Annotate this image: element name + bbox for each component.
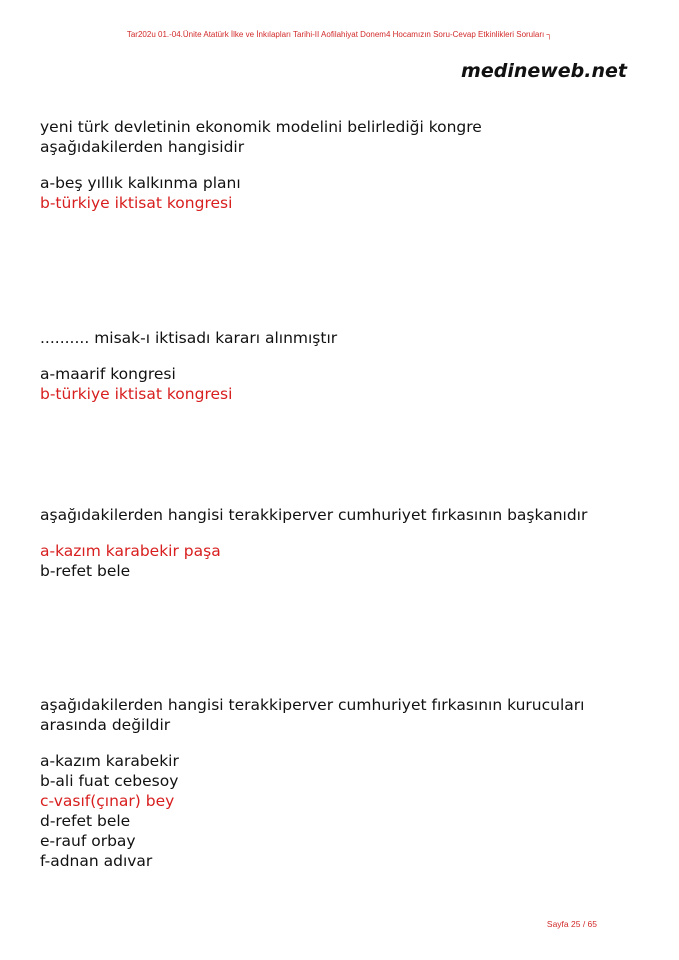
answer-option: d-refet bele bbox=[40, 812, 131, 830]
answer-option: b-ali fuat cebesoy bbox=[40, 772, 179, 790]
correct-answer-option: b-türkiye iktisat kongresi bbox=[40, 194, 233, 212]
site-watermark: medineweb.net bbox=[461, 60, 627, 82]
correct-answer-option: c-vasıf(çınar) bey bbox=[40, 792, 175, 810]
question-stem bbox=[40, 328, 640, 348]
question-block bbox=[40, 695, 640, 871]
question-stem-line: aşağıdakilerden hangisi terakkiperver cumhuriyet fırkasının başkanıdır bbox=[40, 506, 588, 524]
document-header: Tar202u 01.-04.Ünite Atatürk İlke ve İnkılapları Tarihi-II Aofilahiyat Donem4 Hocamızın Soru-Cevap Etkinlikleri Soruları ┐ bbox=[126, 30, 553, 39]
question-stem bbox=[40, 505, 640, 525]
correct-answer-option: a-kazım karabekir paşa bbox=[40, 542, 221, 560]
answer-option: a-kazım karabekir bbox=[40, 752, 179, 770]
question-stem-line: yeni türk devletinin ekonomik modelini belirlediği kongre bbox=[40, 118, 482, 136]
question-stem bbox=[40, 695, 640, 735]
page-number: Sayfa 25 / 65 bbox=[546, 919, 597, 929]
question-stem-line: .......... misak-ı iktisadı kararı alınmıştır bbox=[40, 329, 338, 347]
question-stem-line: aşağıdakilerden hangisidir bbox=[40, 138, 245, 156]
question-block bbox=[40, 117, 640, 213]
question-block bbox=[40, 505, 640, 581]
question-block bbox=[40, 328, 640, 404]
question-stem bbox=[40, 117, 640, 157]
answer-option: f-adnan adıvar bbox=[40, 852, 153, 870]
question-stem-line: arasında değildir bbox=[40, 716, 171, 734]
answer-option: e-rauf orbay bbox=[40, 832, 136, 850]
answer-option: b-refet bele bbox=[40, 562, 131, 580]
question-stem-line: aşağıdakilerden hangisi terakkiperver cumhuriyet fırkasının kurucuları bbox=[40, 696, 585, 714]
answer-option: a-beş yıllık kalkınma planı bbox=[40, 174, 241, 192]
correct-answer-option: b-türkiye iktisat kongresi bbox=[40, 385, 233, 403]
answer-option: a-maarif kongresi bbox=[40, 365, 176, 383]
